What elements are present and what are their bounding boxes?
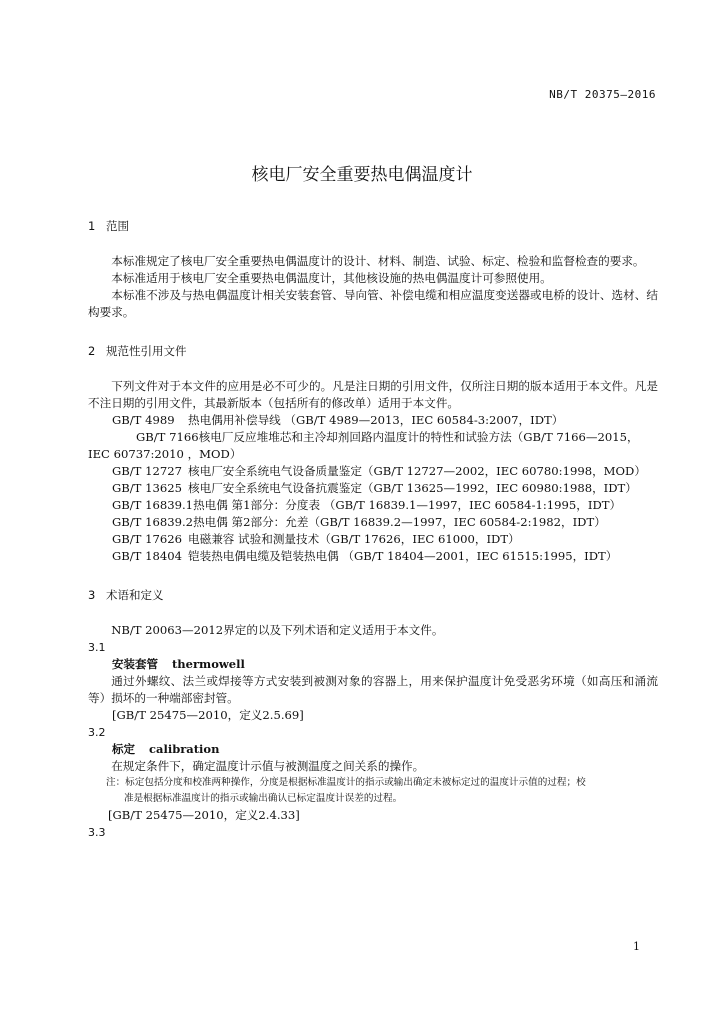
term-source: [GB/T 25475—2010，定义2.5.69] bbox=[112, 708, 304, 722]
section-heading-normative-references: 2 规范性引用文件 bbox=[88, 344, 187, 358]
term-note-continuation: 准是根据标准温度计的指示或输出确认已标定温度计误差的过程。 bbox=[124, 793, 403, 804]
standard-number: NB/T 20375—2016 bbox=[549, 88, 656, 101]
clause-number: 3.2 bbox=[88, 726, 106, 739]
document-body bbox=[88, 218, 658, 841]
reference-item: GB/T 4989 热电偶用补偿导线 （GB/T 4989—2013，IEC 60584-3:2007，IDT） bbox=[112, 413, 564, 427]
reference-item: GB/T 16839.1热电偶 第1部分：分度表 （GB/T 16839.1—1997，IEC 60584-1:1995，IDT） bbox=[112, 498, 622, 512]
paragraph: 本标准规定了核电厂安全重要热电偶温度计的设计、材料、制造、试验、标定、检验和监督检查的要求。 bbox=[111, 254, 645, 268]
reference-item: GB/T 12727 核电厂安全系统电气设备质量鉴定（GB/T 12727—2002，IEC 60780:1998，MOD） bbox=[112, 464, 646, 478]
paragraph: 本标准适用于核电厂安全重要热电偶温度计，其他核设施的热电偶温度计可参照使用。 bbox=[111, 271, 552, 285]
term-heading: 安装套管 thermowell bbox=[112, 657, 245, 671]
reference-item: GB/T 7166核电厂反应堆堆芯和主冷却剂回路内温度计的特性和试验方法（GB/T 7166—2015，IEC 60737:2010 ，MOD） bbox=[88, 430, 639, 461]
clause-number: 3.1 bbox=[88, 641, 106, 654]
paragraph: 本标准不涉及与热电偶温度计相关安装套管、导向管、补偿电缆和相应温度变送器或电桥的设计、选材、结构要求。 bbox=[88, 288, 658, 319]
term-heading: 标定 calibration bbox=[112, 742, 220, 756]
term-source: [GB/T 25475—2010，定义2.4.33] bbox=[108, 808, 300, 822]
paragraph: 下列文件对于本文件的应用是必不可少的。凡是注日期的引用文件，仅所注日期的版本适用于本文件。凡是不注日期的引用文件，其最新版本（包括所有的修改单）适用于本文件。 bbox=[88, 379, 658, 410]
reference-item: GB/T 17626 电磁兼容 试验和测量技术（GB/T 17626，IEC 61000，IDT） bbox=[112, 532, 520, 546]
section-heading-scope: 1 范围 bbox=[88, 219, 129, 233]
reference-item: GB/T 18404 铠装热电偶电缆及铠装热电偶 （GB/T 18404—2001，IEC 61515:1995，IDT） bbox=[112, 549, 618, 563]
reference-item: GB/T 13625 核电厂安全系统电气设备抗震鉴定（GB/T 13625—1992，IEC 60980:1988，IDT） bbox=[112, 481, 637, 495]
paragraph: NB/T 20063—2012界定的以及下列术语和定义适用于本文件。 bbox=[111, 623, 444, 637]
term-note: 注：标定包括分度和校准两种操作，分度是根据标准温度计的指示或输出确定未被标定过的温度计示值的过程；校 bbox=[106, 777, 586, 788]
page-number: 1 bbox=[633, 940, 640, 953]
clause-number: 3.3 bbox=[88, 826, 106, 839]
term-definition: 通过外螺纹、法兰或焊接等方式安装到被测对象的容器上，用来保护温度计免受恶劣环境（如高压和涌流等）损坏的一种端部密封管。 bbox=[88, 674, 658, 705]
reference-item: GB/T 16839.2热电偶 第2部分：允差（GB/T 16839.2—1997，IEC 60584-2:1982，IDT） bbox=[112, 515, 606, 529]
term-definition: 在规定条件下，确定温度计示值与被测温度之间关系的操作。 bbox=[111, 759, 425, 773]
document-title: 核电厂安全重要热电偶温度计 bbox=[251, 165, 473, 185]
section-heading-terms-definitions: 3 术语和定义 bbox=[88, 588, 164, 602]
